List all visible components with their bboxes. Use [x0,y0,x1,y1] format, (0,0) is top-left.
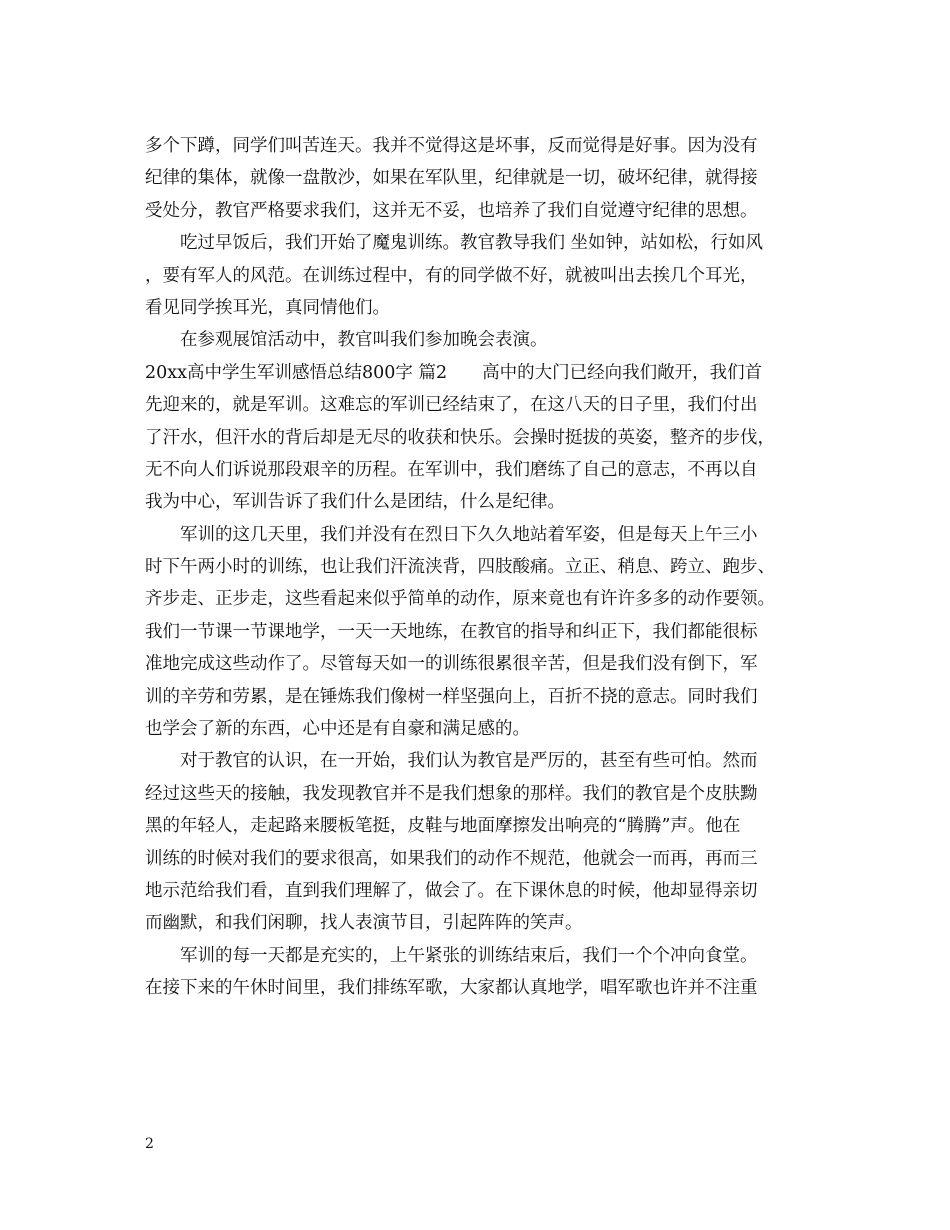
text-line: 也学会了新的东西，心中还是有自豪和满足感的。 [145,719,530,740]
text-line: 看见同学挨耳光，真同情他们。 [145,297,390,318]
text-line: 训的辛劳和劳累，是在锤炼我们像树一样坚强向上，百折不挠的意志。同时我们 [145,686,758,707]
text-line: 我们一节课一节课地学，一天一天地练，在教官的指导和纠正下，我们都能很标 [145,621,758,642]
text-line: 训练的时候对我们的要求很高，如果我们的动作不规范，他就会一而再，再而三 [145,848,758,869]
text-line: 军训的每一天都是充实的，上午紧张的训练结束后，我们一个个冲向食堂。 [145,945,758,966]
text-line: 黑的年轻人，走起路来腰板笔挺，皮鞋与地面摩擦发出响亮的“腾腾”声。他在 [145,816,741,837]
body-text [145,130,815,1005]
text-line: ，要有军人的风范。在训练过程中，有的同学做不好，就被叫出去挨几个耳光， [145,265,758,286]
text-line: 地示范给我们看，直到我们理解了，做会了。在下课休息的时候，他却显得亲切 [145,880,758,901]
text-line: 受处分，教官严格要求我们，这并无不妥，也培养了我们自觉遵守纪律的思想。 [145,200,758,221]
text-line: 在参观展馆活动中，教官叫我们参加晚会表演。 [145,330,548,351]
text-line: 军训的这几天里，我们并没有在烈日下久久地站着军姿，但是每天上午三小 [145,524,758,545]
text-line: 经过这些天的接触，我发现教官并不是我们想象的那样。我们的教官是个皮肤黝 [145,783,758,804]
text-line: 了汗水，但汗水的背后却是无尽的收获和快乐。会操时挺拔的英姿，整齐的步伐， [145,427,775,448]
text-line: 齐步走、正步走，这些看起来似乎简单的动作，原来竟也有许许多多的动作要领。 [145,589,775,610]
page-number: 2 [145,1136,154,1152]
text-line: 对于教官的认识，在一开始，我们认为教官是严厉的，甚至有些可怕。然而 [145,751,758,772]
text-line: 我为中心，军训告诉了我们什么是团结，什么是纪律。 [145,492,565,513]
text-line: 时下午两小时的训练，也让我们汗流浃背，四肢酸痛。立正、稍息、跨立、跑步、 [145,557,775,578]
text-line: 吃过早饭后，我们开始了魔鬼训练。教官教导我们 坐如钟，站如松，行如风 [145,233,764,254]
text-line: 20xx高中学生军训感悟总结800字 篇2 高中的大门已经向我们敞开，我们首 [145,362,763,383]
text-line: 准地完成这些动作了。尽管每天如一的训练很累很辛苦，但是我们没有倒下，军 [145,654,758,675]
text-line: 在接下来的午休时间里，我们排练军歌，大家都认真地学，唱军歌也许并不注重 [145,978,758,999]
text-line: 多个下蹲，同学们叫苦连天。我并不觉得这是坏事，反而觉得是好事。因为没有 [145,136,758,156]
text-line: 纪律的集体，就像一盘散沙，如果在军队里，纪律就是一切，破坏纪律，就得接 [145,168,758,189]
text-line: 无不向人们诉说那段艰辛的历程。在军训中，我们磨练了自己的意志，不再以自 [145,459,758,480]
text-line: 先迎来的，就是军训。这难忘的军训已经结束了，在这八天的日子里，我们付出 [145,395,758,416]
text-line: 而幽默，和我们闲聊，找人表演节目，引起阵阵的笑声。 [145,913,583,934]
